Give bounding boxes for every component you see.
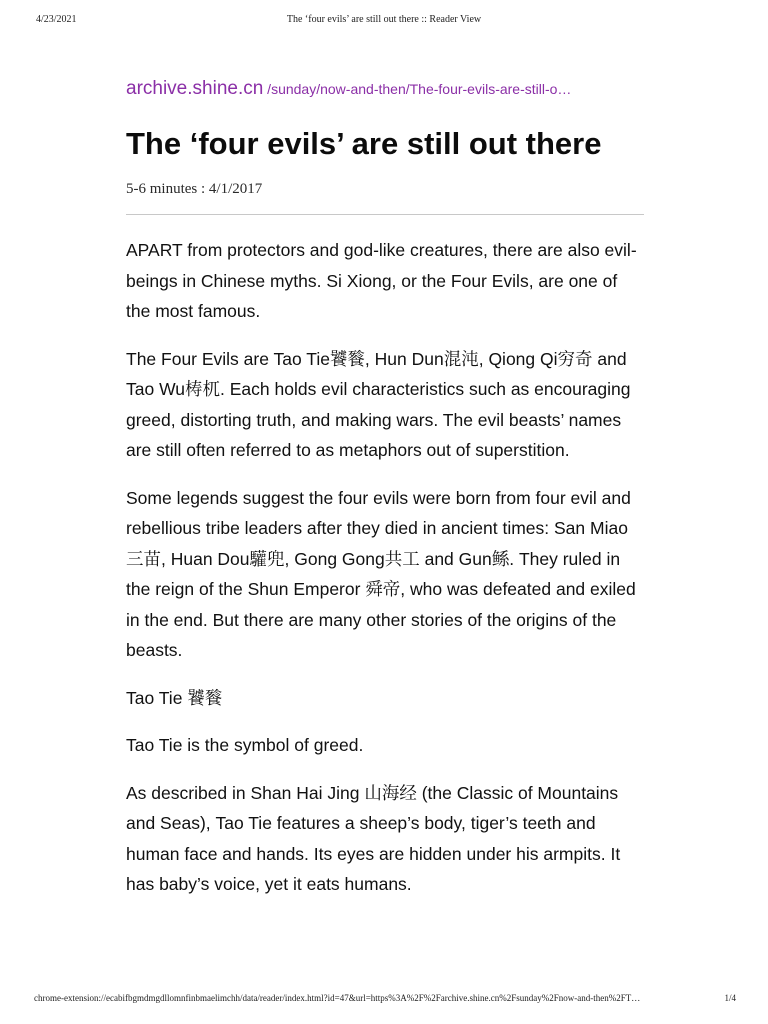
article-headline: The ‘four evils’ are still out there — [126, 126, 602, 161]
paragraph: The Four Evils are Tao Tie饕餮, Hun Dun混沌, Qiong Qi穷奇 and Tao Wu梼杌. Each holds evil characteristics such as encouraging greed, distorting truth, and making wars. The evil beasts’ names are still often referred to as metaphors out of superstition. — [126, 348, 631, 460]
paragraph: APART from protectors and god-like creatures, there are also evil-beings in Chinese myths. Si Xiong, or the Four Evils, are one of the most famous. — [126, 240, 637, 321]
print-footer — [0, 993, 768, 1007]
article — [126, 74, 644, 917]
article-meta: 5-6 minutes : 4/1/2017 — [126, 181, 263, 197]
source-domain[interactable]: archive.shine.cn — [126, 78, 264, 99]
print-url: chrome-extension://ecabifbgmdmgdllomnfinbmaelimchh/data/reader/index.html?id=47&url=https%3A%2F%2Farchive.shine.cn%2Fsunday%2Fnow-and-then%2FT… — [34, 993, 641, 1003]
article-body — [126, 235, 644, 900]
paragraph: Some legends suggest the four evils were born from four evil and rebellious tribe leaders after they died in ancient times: San Miao三苗, Huan Dou驩兜, Gong Gong共工 and Gun鲧. They ruled in the reign of the Shun Emperor 舜帝, who was defeated and exiled in the end. But there are many other stories of the origins of the beasts. — [126, 487, 636, 660]
subheading: Tao Tie 饕餮 — [126, 687, 223, 708]
source-path[interactable]: /sunday/now-and-then/The-four-evils-are-still-o… — [263, 81, 572, 97]
paragraph: Tao Tie is the symbol of greed. — [126, 735, 364, 755]
paragraph: As described in Shan Hai Jing 山海经 (the Classic of Mountains and Seas), Tao Tie features a sheep’s body, tiger’s teeth and human face and hands. Its eyes are hidden under his armpits. It has baby’s voice, yet it eats humans. — [126, 782, 621, 894]
print-header — [0, 14, 768, 30]
source-link[interactable] — [126, 74, 644, 104]
page-number: 1/4 — [724, 993, 736, 1003]
print-doc-title: The ‘four evils’ are still out there :: Reader View — [286, 14, 482, 25]
print-date: 4/23/2021 — [36, 14, 77, 25]
divider — [126, 214, 644, 215]
